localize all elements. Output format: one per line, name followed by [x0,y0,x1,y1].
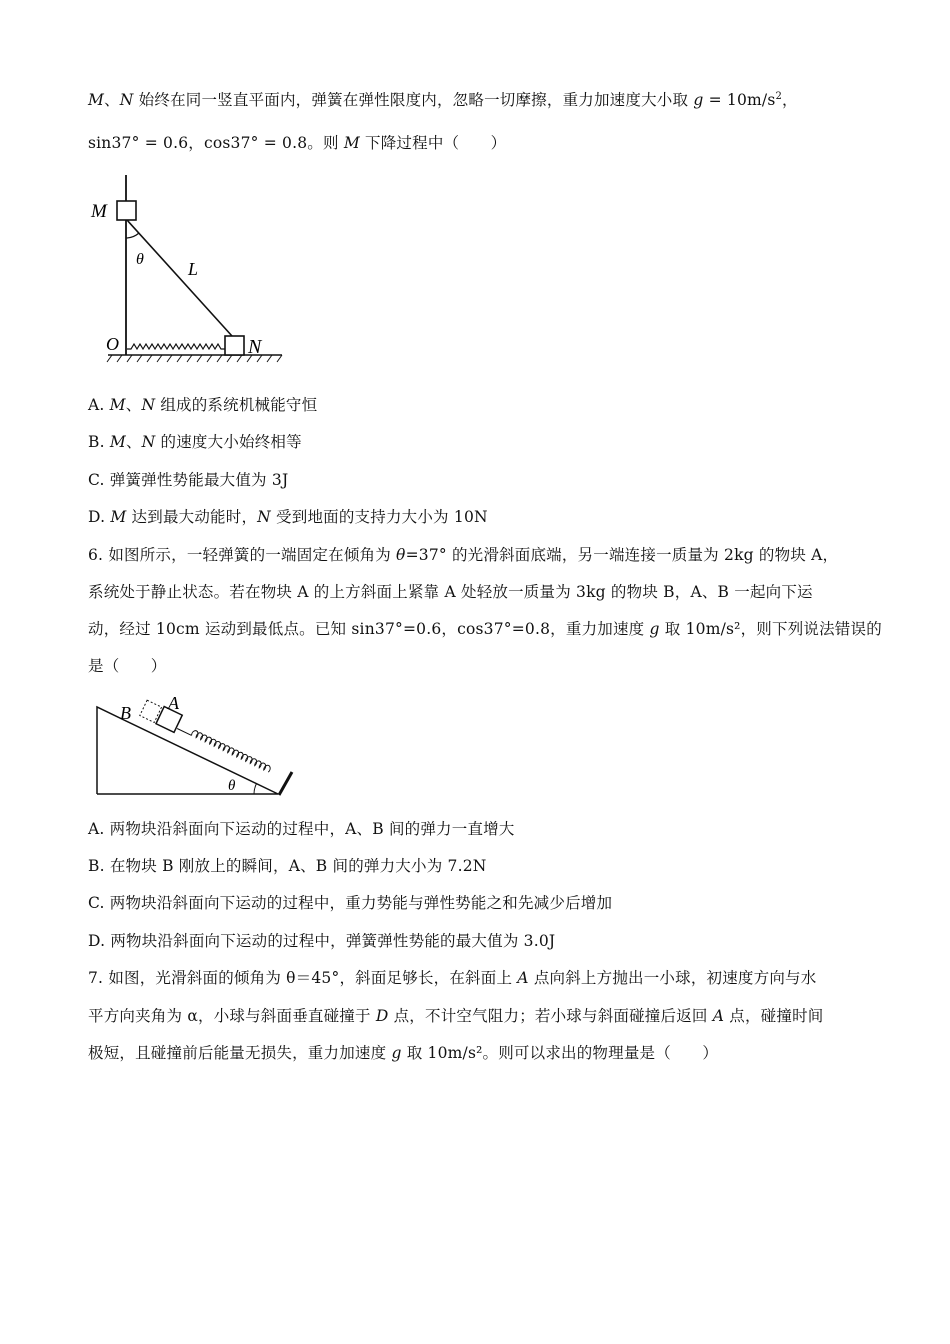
q7-symbol-d: D [375,1007,389,1025]
q5-symbol-m: M [109,433,126,451]
q5-symbol-n: N [141,433,156,451]
q7-line-1 [88,966,816,988]
q5-diagram [86,172,296,367]
q6-diagram [92,692,302,802]
q6-option-c: C. 两物块沿斜面向下运动的过程中，重力势能与弹性势能之和先减少后增加 [88,894,613,912]
label-b: B [120,703,131,723]
q6-option-a: A. 两物块沿斜面向下运动的过程中，A、B 间的弹力一直增大 [88,820,515,838]
q5-intro-line-2 [88,131,506,153]
option-text: 达到最大动能时， [126,508,258,526]
option-text: 的速度大小始终相等 [155,433,302,451]
q5-figure [86,172,296,367]
q5-text: sin37° = 0.6，cos37° = 0.8。则 [88,134,344,152]
label-m: M [91,201,107,222]
q5-symbol-g: g [693,91,704,109]
q6-option-b: B. 在物块 B 刚放上的瞬间，A、B 间的弹力大小为 7.2N [88,857,487,875]
q5-text: 始终在同一竖直平面内，弹簧在弹性限度内，忽略一切摩擦，重力加速度大小取 [133,91,694,109]
q7-text: 点向斜上方抛出一小球，初速度方向与水 [528,969,817,987]
q5-text: 、 [104,91,120,109]
q6-symbol-theta: θ [396,546,406,564]
label-l: L [188,259,199,279]
option-text: 、 [125,433,142,451]
option-text: 、 [125,396,142,414]
label-theta: θ [228,778,236,794]
q6-line-1 [88,543,838,565]
q7-symbol-a: A [712,1007,725,1025]
q7-text: 7. 如图，光滑斜面的倾角为 θ＝45°，斜面足够长，在斜面上 [88,969,518,987]
q5-option-a [88,393,317,415]
block-n [225,336,244,355]
q5-text: ， [782,91,798,109]
wall-stop [279,772,292,795]
q5-text: 下降过程中（ ） [359,134,507,152]
angle-arc [126,233,139,238]
q6-line-2: 系统处于静止状态。若在物块 A 的上方斜面上紧靠 A 处轻放一质量为 3kg 的物块 B，A、B 一起向下运 [88,583,813,601]
block-m [117,201,136,220]
q7-text: 极短，且碰撞前后能量无损失，重力加速度 [88,1044,392,1062]
q6-text: =37° 的光滑斜面底端，另一端连接一质量为 2kg 的物块 A， [405,546,839,564]
q6-text: 动，经过 10cm 运动到最低点。已知 sin37°=0.6，cos37°=0.8，重力加速度 [88,620,650,638]
option-text: 组成的系统机械能守恒 [155,396,318,414]
q5-intro-line-1 [88,88,798,110]
q7-text: 点，不计空气阻力；若小球与斜面碰撞后返回 [388,1007,713,1025]
q5-superscript: 2 [775,90,783,102]
q7-text: 取 10m/s²。则可以求出的物理量是（ ） [401,1044,719,1062]
option-prefix: D. [88,508,111,526]
q6-line-4: 是（ ） [88,657,167,675]
q5-option-b [88,430,302,452]
option-prefix: B. [88,433,110,451]
option-text: 受到地面的支持力大小为 10N [270,508,488,526]
q6-text: 6. 如图所示，一轻弹簧的一端固定在倾角为 [88,546,397,564]
q5-option-c: C. 弹簧弹性势能最大值为 3J [88,471,289,489]
rod-l [127,220,232,336]
q5-symbol-m: M [343,134,360,152]
q5-option-d [88,505,488,527]
q7-text: 点，碰撞时间 [724,1007,824,1025]
label-a: A [168,693,179,713]
q7-symbol-g: g [391,1044,402,1062]
q5-symbol-m: M [109,396,126,414]
q5-symbol-m: M [110,508,127,526]
q7-line-3 [88,1041,718,1063]
q5-symbol-m: M [88,91,105,109]
q5-text: = 10m/s [703,91,776,109]
option-prefix: A. [88,396,110,414]
spring [177,723,271,772]
label-n: N [248,336,262,358]
q5-symbol-n: N [119,91,134,109]
angle-arc [254,784,257,795]
q6-option-d: D. 两物块沿斜面向下运动的过程中，弹簧弹性势能的最大值为 3.0J [88,932,556,950]
q6-symbol-g: g [649,620,660,638]
label-theta: θ [136,251,144,268]
q5-symbol-n: N [141,396,156,414]
q7-text: 平方向夹角为 α，小球与斜面垂直碰撞于 [88,1007,376,1025]
q6-text: 取 10m/s²，则下列说法错误的 [659,620,882,638]
spring [127,344,225,349]
q7-symbol-a: A [517,969,529,987]
label-o: O [106,334,119,354]
q6-figure [92,692,302,802]
q5-symbol-n: N [257,508,271,526]
q7-line-2 [88,1004,823,1026]
q6-line-3 [88,617,882,639]
